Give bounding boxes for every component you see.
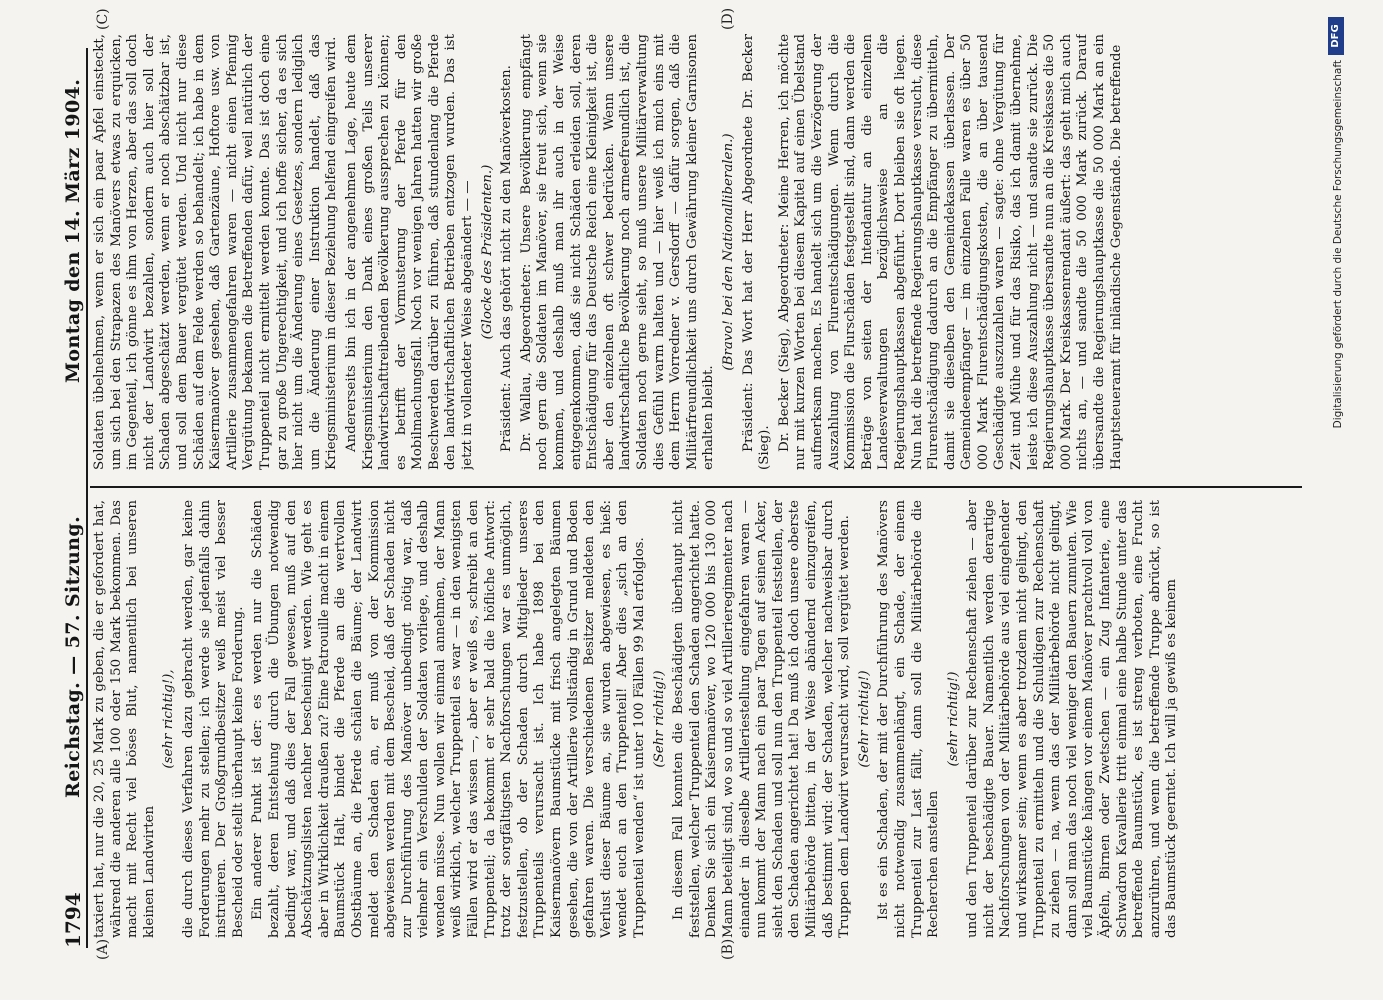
margin-mark-d: (D) [720, 7, 736, 30]
digitization-credit: Digitalisierung gefördert durch die Deutsche Forschungsgemeinschaft [1332, 60, 1344, 429]
right-column [92, 34, 1302, 470]
interjection: (Bravo! bei den Nationalliberalen.) [720, 133, 736, 371]
paragraph: die durch dieses Verfahren dazu gebracht werden, gar keine Forderungen mehr zu stellen; ich werde sie jedenfalls dahin instruieren. Der Großgrundbesitzer weiß meist viel besser Bescheid oder stellt überhaupt keine Forderung. [180, 500, 246, 938]
dfg-logo: DFG [1328, 17, 1344, 55]
interjection: (sehr richtig!), [161, 669, 177, 769]
margin-mark-a: (A) [95, 938, 111, 960]
paragraph: Andererseits bin ich in der angenehmen Lage, heute dem Kriegsministerium den Dank eines großen Teils unserer landwirtschafttreibenden Bevölkerung aussprechen zu können; es betrifft der Vormusterung der Pferde für den Mobilmachungsfall. Noch vor wenigen Jahren hatten wir große Beschwerden darüber zu führen, daß stundenlang die Pferde den landwirtschaftlichen Betrieben entzogen wurden. Das ist jetzt in vollendeter Weise abgeändert — — [343, 34, 476, 470]
paragraph: Ist es ein Schaden, der mit der Durchführung des Manövers nicht notwendig zusammenhängt, ein Schade, der einem Truppenteil zur Last fällt, dann soll die Militärbehörde die Recherchen anstellen [876, 500, 942, 938]
page-header [58, 48, 88, 948]
interjection: (Sehr richtig!) [651, 670, 667, 768]
margin-mark-b: (B) [720, 938, 736, 960]
interjection: (sehr richtig!) [945, 671, 961, 767]
paragraph: In diesem Fall konnten die Beschädigten überhaupt nicht feststellen, welcher Truppenteil den Schaden angerichtet hatte. Denken Sie sich ein Kaisermanöver, wo 120 000 bis 130 000 Mann beteiligt sind, wo so und so viel Artillerieregimenter nach einander in dieselbe Artilleriestellung eingefahren waren — nun kommt der Mann nach ein paar Tagen auf seinen Acker, sieht den Schaden und soll nun den Truppenteil feststellen, der den Schaden angerichtet hat! Da muß ich doch unsere oberste Militärbehörde bitten, in der Weise abändernd einzugreifen, daß bestimmt wird: der Schaden, welcher nachweisbar durch Truppen dem Landwirt verursacht wird, soll vergütet werden. [671, 500, 853, 938]
speech-becker: Dr. Becker (Sieg), Abgeordneter: Meine Herren, ich möchte nur mit kurzen Worten bei diesem Kapitel auf einen Übelstand aufmerksam machen. Es handelt sich um die Verzögerung der Auszahlung von Flurentschädigungen. Wenn durch die Kommission die Flurschäden festgestellt sind, dann werden die Beträge von seiten der Intendantur an die einzelnen Landesverwaltungen bezüglichsweise an die Regierungshauptkassen abgeführt. Dort bleiben sie oft liegen. Nun hat die betreffende Regierungshauptkasse versucht, diese Flurentschädigung dadurch an die Empfänger zu übermitteln, damit sie dieselben den Gemeindekassen überlassen. Der Gemeindeempfänger — im einzelnen Falle waren es über 50 000 Mark Flurentschädigungskosten, die an über tausend Geschädigte auszuzahlen waren — sagte: ohne Vergütung für Zeit und Mühe und für das Risiko, das ich damit übernehme, leiste ich diese Auszahlung nicht — und sandte sie zurück. Die Regierungshauptkasse übersandte nun an die Kreiskasse die 50 000 Mark. Der Kreiskassenrendant äußert: das geht mich auch nichts an, — und sandte die 50 000 Mark zurück. Darauf übersandte die Regierungshauptkasse die 50 000 Mark an ein Hauptsteueramt für inländische Gegenstände. Die betreffende [776, 34, 1124, 470]
paragraph: taxiert hat, nur die 20, 25 Mark zu geben, die er gefordert hat, während die anderen alle 100 oder 150 Mark bekommen. Das macht mit Recht viel böses Blut, namentlich bei unseren kleinen Landwirten [92, 500, 157, 938]
paragraph: Ein anderer Punkt ist der: es werden nur die Schäden bezahlt, deren Entstehung durch die Übungen notwendig bedingt war, und daß dies der Fall gewesen, muß auf den Abschätzungslisten nachher bescheinigt werden. Wie geht es aber in Wirklichkeit draußen zu? Eine Patrouille macht in einem Baumstück Halt, bindet die Pferde an die wertvollen Obstbäume an, die Pferde schälen die Bäume; der Landwirt meldet den Schaden an, er muß von der Kommission abgewiesen werden mit dem Bescheid, daß der Schaden nicht zur Durchführung des Manöver unbedingt nötig war, daß vielmehr ein Verschulden der Soldaten vorliege, und deshalb wenden müsse. Nun wollen wir einmal annehmen, der Mann weiß wirklich, welcher Truppenteil es war — in den wenigsten Fällen wird er das wissen —, aber er weiß es, schreibt an den Truppenteil; da bekommt er sehr bald die höfliche Antwort: trotz der sorgfältigsten Nachforschungen war es unmöglich, festzustellen, ob der Schaden durch Mitglieder unseres Truppenteils verursacht ist. Ich habe 1898 bei den Kaisermanövern Baumstücke mit frisch angelegten Bäumen gesehen, die von der Artillerie vollständig in Grund und Boden gefahren waren. Die verschiedenen Besitzer meldeten den Verlust dieser Bäume an, sie wurden abgewiesen, es hieß: wendet euch an den Truppenteil! Aber dies „sich an den Truppenteil wenden“ ist unter 100 Fällen 99 Mal erfolglos. [250, 500, 647, 938]
speech-wallau: Dr. Wallau, Abgeordneter: Unsere Bevölkerung empfängt noch gern die Soldaten im Manöver, sie freut sich, wenn sie kommen, und deshalb muß man ihr auch in der Weise entgegenkommen, daß sie nicht Schäden erleiden soll, deren Entschädigung für das Deutsche Reich eine Kleinigkeit ist, die aber den einzelnen oft schwer bedrücken. Wenn unsere landwirtschaftliche Bevölkerung noch armeefreundlich ist, die Soldaten noch gerne sieht, so muß unsere Militärverwaltung dies Gefühl warm halten und — hier weiß ich mich eins mit dem Herrn Vorredner v. Gersdorff — dafür sorgen, daß die Militärfreundlichkeit uns durch Gewährung kleiner Garnisonen erhalten bleibt. [518, 34, 717, 470]
page-number: 1794 [61, 892, 85, 948]
paragraph: Soldaten übelnehmen, wenn er sich ein paar Äpfel einsteckt, um sich bei den Strapazen des Manövers etwas zu erquicken, im Gegenteil, ich gönne es ihm von Herzen, aber das soll doch nicht der Landwirt bezahlen, sondern auch hier soll der Schaden abgeschätzt werden, wenn er noch abschätzbar ist, und soll dem Bauer vergütet werden. Und nicht nur diese Schäden auf dem Felde werden so behandelt; ich habe in dem Kaisermanöver gesehen, daß Gartenzäune, Hoftore usw. von Artillerie zusammengefahren waren — nicht einen Pfennig Vergütung bekamen die Betreffenden dafür, weil natürlich der Truppenteil nicht ermittelt werden konnte. Das ist doch eine gar zu große Ungerechtigkeit, und ich hoffe sicher, da es sich hier nicht um die Änderung eines Gesetzes, sondern lediglich um die Änderung einer Instruktion handelt, daß das Kriegsministerium in dieser Beziehung helfend eingreifen wird. [92, 34, 340, 470]
left-column [92, 500, 1302, 938]
column-divider [90, 486, 1302, 488]
interjection: (Glocke des Präsidenten.) [479, 164, 495, 340]
president-remark: Präsident: Das Wort hat der Herr Abgeordnete Dr. Becker (Sieg). [740, 34, 773, 470]
paragraph: und den Truppenteil darüber zur Rechenschaft ziehen — aber nicht der beschädigte Bauer. Namentlich werden derartige Nachforschungen von der Militärbehörde aus viel eingehender und wirksamer sein; wenn es aber trotzdem nicht gelingt, den Truppenteil zu ermitteln und die Schuldigen zur Rechenschaft zu ziehen — na, wenn das der Militärbehörde nicht gelingt, dann soll man das noch viel weniger den Bauern zumuten. Wie viel Baumstücke hängen vor einem Manöver prachtvoll voll von Äpfeln, Birnen oder Zwetschen — ein Zug Infanterie, eine Schwadron Kavallerie tritt einmal eine halbe Stunde unter das betreffende Baumstück, es ist streng verboten, eine Frucht anzurühren, und wenn die betreffende Truppe abrückt, so ist das Baumstück geerntet. Ich will ja gewiß es keinem [965, 500, 1180, 938]
session-title: Reichstag. — 57. Sitzung. [62, 515, 84, 798]
margin-mark-c: (C) [95, 8, 111, 30]
session-date: Montag den 14. März 1904. [62, 78, 84, 383]
president-remark: Präsident: Auch das gehört nicht zu den Manöverkosten. [499, 65, 515, 452]
interjection: (Sehr richtig!) [856, 670, 872, 768]
